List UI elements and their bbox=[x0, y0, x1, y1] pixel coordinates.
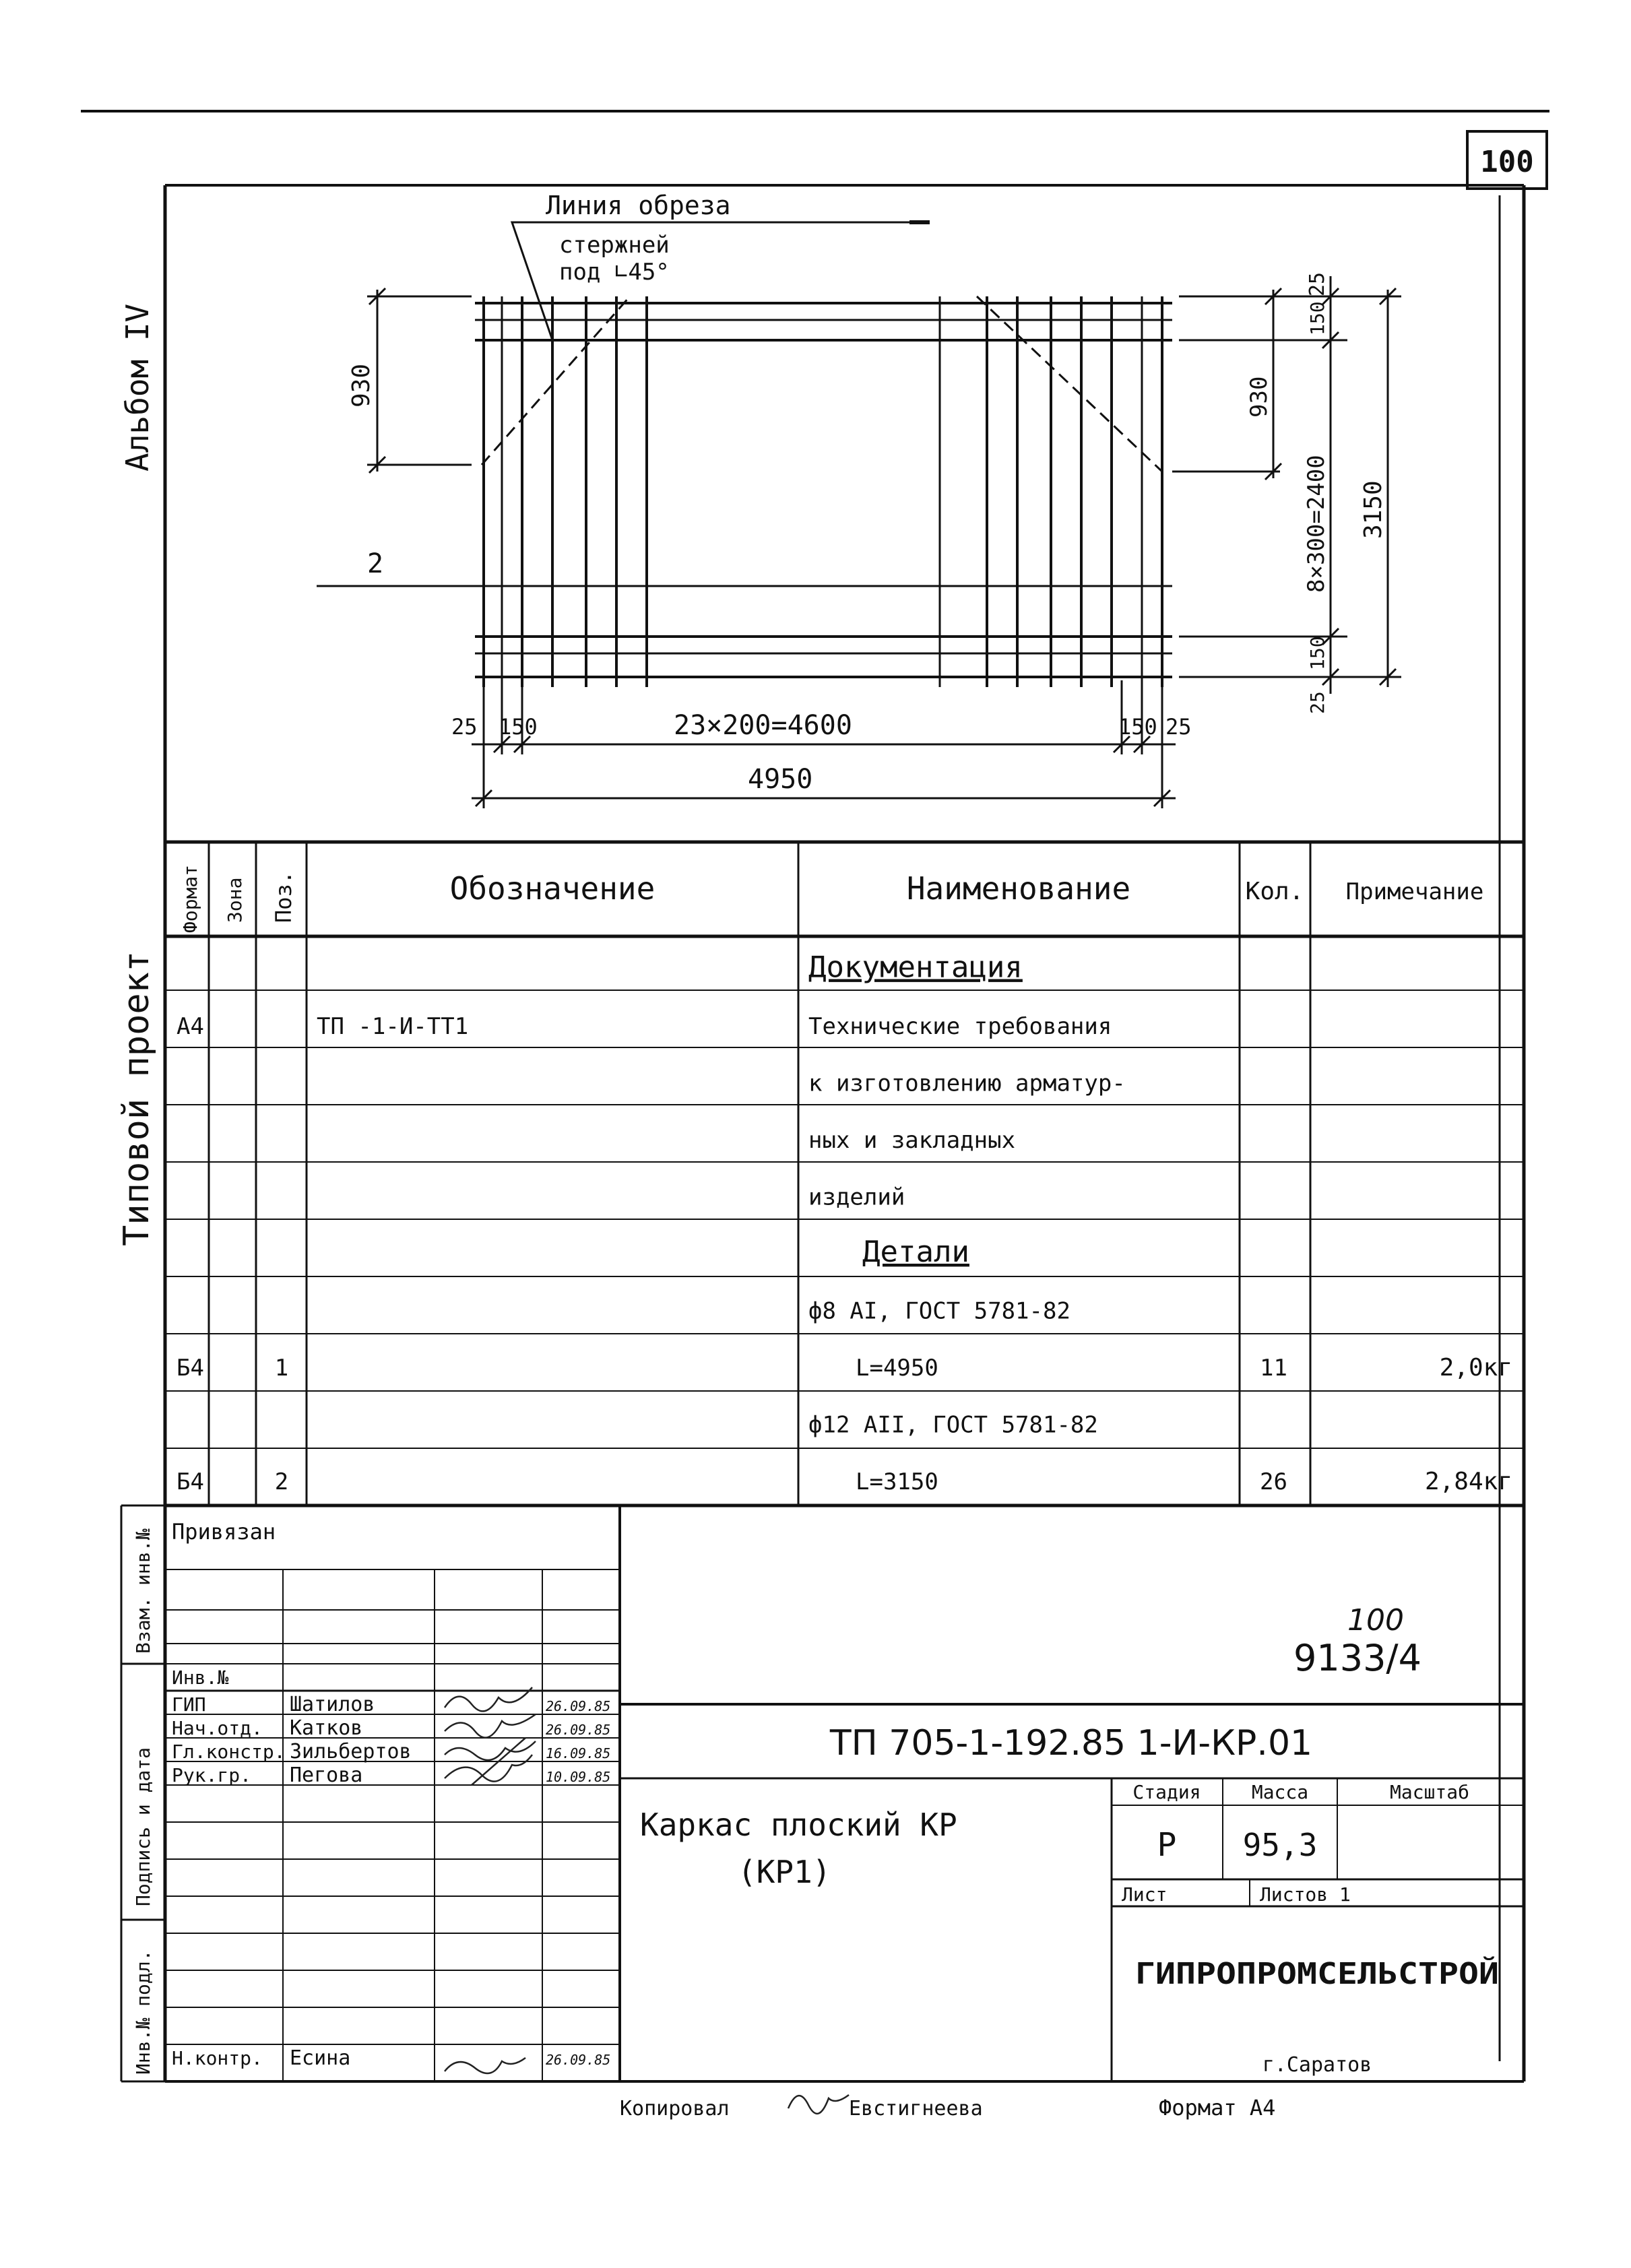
col-header-pos: Поз. bbox=[271, 870, 296, 923]
person-role: Гл.констр. bbox=[172, 1741, 286, 1763]
archive-number-top: 100 bbox=[1347, 1603, 1404, 1638]
cut-line-label-2: стержней bbox=[559, 232, 670, 259]
dim-23x200: 23×200=4600 bbox=[674, 710, 852, 741]
sheet-label: Лист bbox=[1122, 1883, 1168, 1906]
copier-signature bbox=[788, 2095, 849, 2114]
row-format: Б4 bbox=[177, 1468, 204, 1495]
person-role: Н.контр. bbox=[172, 2047, 263, 2069]
signatures bbox=[445, 1687, 536, 2073]
drawing-title-line2: (КР1) bbox=[738, 1854, 831, 1890]
dim-150-bottom: 150 bbox=[1306, 636, 1329, 670]
cut-line-label-3: под ∟45° bbox=[559, 259, 670, 286]
cage-drawing bbox=[475, 222, 1172, 687]
person-date: 26.09.85 bbox=[546, 1722, 611, 1738]
row-designation: ТП -1-И-ТТ1 bbox=[317, 1013, 469, 1040]
row-name: к изготовлению арматур- bbox=[808, 1070, 1126, 1097]
person-date: 16.09.85 bbox=[546, 1745, 611, 1761]
stage-label: Стадия bbox=[1132, 1781, 1201, 1803]
personnel-rows bbox=[172, 1693, 610, 2070]
col-header-note: Примечание bbox=[1345, 878, 1484, 905]
dim-150-right: 150 bbox=[1118, 714, 1157, 740]
person-role: Рук.гр. bbox=[172, 1764, 252, 1786]
inv-podl-label: Инв.№ подл. bbox=[132, 1949, 154, 2075]
row-name: Документация bbox=[808, 950, 1023, 985]
dim-150-top: 150 bbox=[1306, 301, 1329, 335]
privyazan-label: Привязан bbox=[172, 1519, 276, 1545]
dim-930-right: 930 bbox=[1246, 376, 1273, 418]
footer-copied-label: Копировал bbox=[620, 2097, 730, 2120]
doc-code: ТП 705-1-192.85 1-И-КР.01 bbox=[829, 1723, 1313, 1763]
row-name: L=3150 bbox=[856, 1468, 938, 1495]
row-name: Технические требования bbox=[808, 1013, 1112, 1040]
spec-rows bbox=[177, 950, 1512, 1496]
scale-label: Масштаб bbox=[1389, 1781, 1470, 1803]
row-format: А4 bbox=[177, 1013, 204, 1040]
archive-number-bottom: 9133/4 bbox=[1293, 1637, 1421, 1679]
spec-table-grid bbox=[165, 842, 1524, 1505]
footer-format: Формат А4 bbox=[1159, 2095, 1276, 2120]
dim-3150: 3150 bbox=[1360, 480, 1387, 539]
dim-8x300: 8×300=2400 bbox=[1303, 455, 1330, 593]
person-role: Нач.отд. bbox=[172, 1717, 263, 1739]
mass-value: 95,3 bbox=[1242, 1827, 1318, 1863]
pos2-marker: 2 bbox=[367, 548, 384, 579]
person-name: Зильбертов bbox=[290, 1740, 412, 1763]
row-name: L=4950 bbox=[856, 1355, 938, 1382]
dim-4950: 4950 bbox=[748, 764, 813, 795]
inv-no-label: Инв.№ bbox=[172, 1666, 229, 1689]
person-date: 26.09.85 bbox=[546, 1698, 611, 1714]
col-header-qty: Кол. bbox=[1245, 878, 1304, 905]
dim-25-right: 25 bbox=[1165, 714, 1192, 740]
mass-label: Масса bbox=[1251, 1781, 1309, 1803]
row-name: ных и закладных bbox=[808, 1127, 1016, 1154]
dim-930-left: 930 bbox=[348, 363, 375, 408]
row-name: изделий bbox=[808, 1184, 905, 1211]
row-qty: 26 bbox=[1260, 1468, 1287, 1495]
person-name: Шатилов bbox=[290, 1693, 375, 1716]
stage-value: Р bbox=[1157, 1826, 1177, 1864]
dim-25-left: 25 bbox=[451, 714, 478, 740]
row-note: 2,0кг bbox=[1439, 1354, 1512, 1382]
row-name: Детали bbox=[862, 1235, 969, 1269]
person-date: 26.09.85 bbox=[546, 2052, 611, 2068]
person-name: Есина bbox=[290, 2046, 351, 2070]
row-name: ф12 АII, ГОСТ 5781-82 bbox=[808, 1411, 1098, 1439]
col-header-name: Наименование bbox=[906, 870, 1131, 907]
vzam-inv-label: Взам. инв.№ bbox=[132, 1528, 154, 1654]
sheets-label: Листов 1 bbox=[1260, 1883, 1351, 1906]
sheet-number: 100 bbox=[1480, 145, 1534, 179]
organization-city: г.Саратов bbox=[1262, 2053, 1372, 2077]
dim-150-left: 150 bbox=[499, 714, 538, 740]
drawing-title-line1: Каркас плоский КР bbox=[640, 1807, 957, 1843]
sign-date-label: Подпись и дата bbox=[132, 1747, 154, 1906]
row-note: 2,84кг bbox=[1424, 1468, 1512, 1495]
title-block-grid bbox=[121, 1505, 1524, 2081]
col-header-zone: Зона bbox=[224, 877, 246, 923]
person-role: ГИП bbox=[172, 1693, 206, 1716]
dim-25-top: 25 bbox=[1306, 271, 1329, 296]
project-type-label: Типовой проект bbox=[117, 950, 157, 1246]
album-label: Альбом IV bbox=[119, 303, 156, 472]
col-header-format: Формат bbox=[179, 864, 201, 933]
dim-left-930 bbox=[367, 288, 472, 473]
row-pos: 2 bbox=[274, 1468, 289, 1495]
row-pos: 1 bbox=[274, 1355, 289, 1382]
row-qty: 11 bbox=[1260, 1355, 1287, 1382]
col-header-designation: Обозначение bbox=[449, 870, 655, 907]
cut-line-label: Линия обреза bbox=[546, 191, 731, 220]
person-name: Катков bbox=[290, 1716, 363, 1740]
organization-name: ГИПРОПРОМСЕЛЬСТРОЙ bbox=[1135, 1957, 1457, 1991]
dim-25-bottom: 25 bbox=[1306, 691, 1329, 714]
row-format: Б4 bbox=[177, 1355, 204, 1382]
person-name: Пегова bbox=[290, 1763, 363, 1787]
footer-copier: Евстигнеева bbox=[849, 2097, 983, 2120]
dim-bottom bbox=[472, 680, 1176, 808]
row-name: ф8 АI, ГОСТ 5781-82 bbox=[808, 1297, 1070, 1325]
person-date: 10.09.85 bbox=[546, 1769, 611, 1785]
